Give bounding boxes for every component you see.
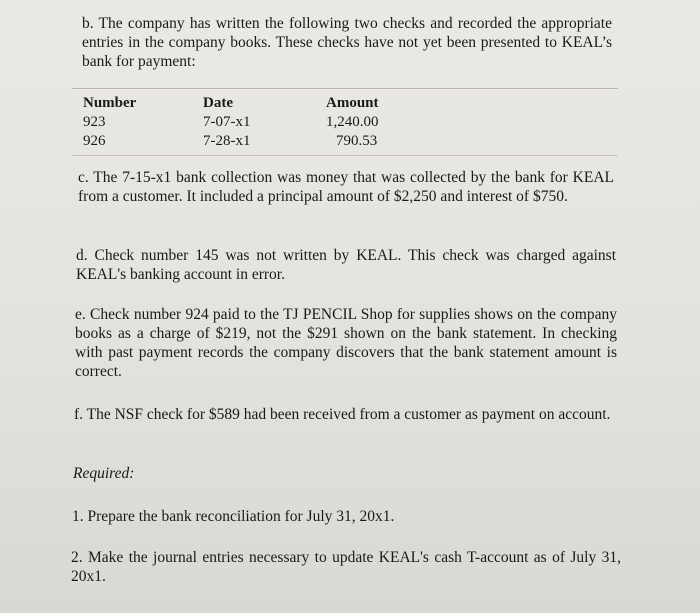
row2-date: 7-28-x1: [203, 133, 251, 149]
row1-date: 7-07-x1: [203, 114, 251, 130]
item-c-text: c. The 7-15-x1 bank collection was money that was collected by the bank for KEAL from a customer. It included a principal amount of $2,250 and interest of $750.: [78, 169, 614, 205]
item-b-text: b. The company has written the following two checks and recorded the appropriate entries in the company books. These checks have not yet been presented to KEAL’s bank for payment:: [82, 15, 612, 70]
header-number: Number: [83, 95, 137, 111]
item-d-text: d. Check number 145 was not written by KEAL. This check was charged against KEAL's banking account in error.: [76, 247, 616, 283]
row2-amount: 790.53: [336, 133, 378, 149]
required-label: Required:: [73, 465, 135, 482]
item-e-text: e. Check number 924 paid to the TJ PENCIL Shop for supplies shows on the company books as a charge of $219, not the $291 shown on the bank statement. In checking with past payment records the company discovers that the bank statement amount is correct.: [75, 306, 617, 380]
requirement-1: 1. Prepare the bank reconciliation for July 31, 20x1.: [72, 508, 395, 525]
requirement-2: 2. Make the journal entries necessary to update KEAL's cash T-account as of July 31, 20x1.: [71, 549, 621, 585]
item-f-text: f. The NSF check for $589 had been received from a customer as payment on account.: [74, 406, 611, 423]
row1-number: 923: [83, 114, 106, 130]
header-date: Date: [203, 95, 233, 111]
row2-number: 926: [83, 133, 106, 149]
header-amount: Amount: [326, 95, 379, 111]
row1-amount: 1,240.00: [326, 114, 379, 130]
